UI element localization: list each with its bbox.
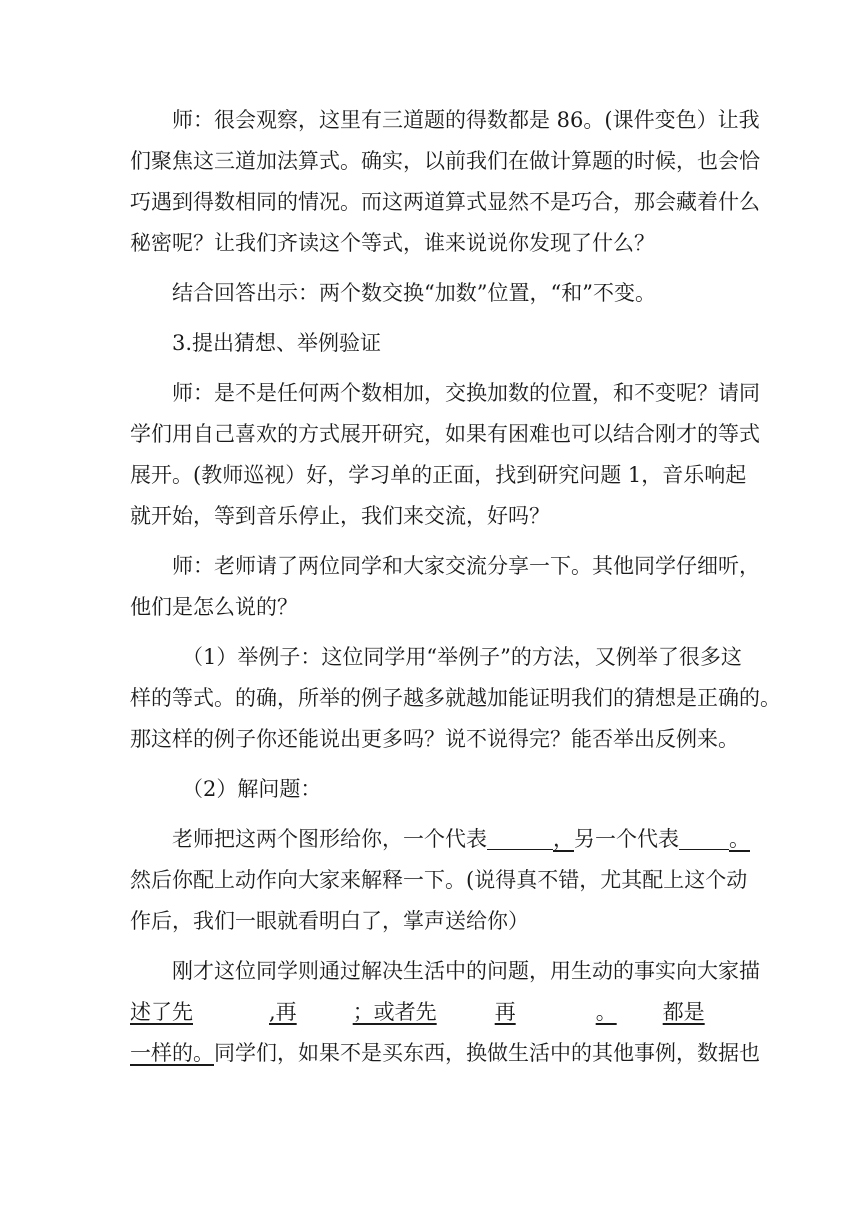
- paragraph-teacher-question: [130, 373, 760, 537]
- text-line: 秘密呢？让我们齐读这个等式，谁来说说你发现了什么？: [130, 231, 655, 255]
- fill-blank: [487, 823, 553, 850]
- text-line-with-blanks: [130, 819, 750, 860]
- text-segment: 再: [494, 1000, 516, 1024]
- text-line: 师：是不是任何两个数相加，交换加数的位置，和不变呢？请同: [172, 381, 760, 405]
- paragraph-solve-heading: [130, 769, 730, 810]
- fill-blank: [679, 823, 729, 850]
- text-line: 们聚焦这三道加法算式。确实，以前我们在做计算题的时候，也会恰: [130, 149, 760, 173]
- text-segment: ；或者先: [352, 1000, 437, 1024]
- text-line: 他们是怎么说的？: [130, 595, 298, 619]
- text-line: 作后，我们一眼就看明白了，掌声送给你）: [130, 909, 529, 933]
- text-segment: 同学们，如果不是买东西，换做生活中的其他事例，数据也: [214, 1041, 760, 1065]
- fill-blank: [437, 992, 495, 1033]
- section-heading: [130, 323, 730, 364]
- text-line: 师：很会观察，这里有三道题的得数都是 86。(课件变色）让我: [172, 108, 760, 132]
- text-line: 师：老师请了两位同学和大家交流分享一下。其他同学仔细听，: [172, 554, 760, 578]
- text-line: 就开始，等到音乐停止，我们来交流，好吗？: [130, 504, 550, 528]
- paragraph-life-problem: [130, 951, 760, 1074]
- fill-blank: [516, 992, 596, 1033]
- text-line: 学们用自己喜欢的方式展开研究，如果有困难也可以结合刚才的等式: [130, 422, 760, 446]
- document-body: [130, 100, 781, 1083]
- text-line: （1）举例子：这位同学用“举例子”的方法，又例举了很多这: [182, 645, 742, 669]
- text-line: 那这样的例子你还能说出更多吗？说不说得完？能否举出反例来。: [130, 727, 739, 751]
- text-segment: 一样的。: [130, 1041, 214, 1065]
- text-segment: ，: [553, 827, 574, 851]
- paragraph-example: [130, 637, 781, 760]
- text-segment: 述了先: [130, 1000, 193, 1024]
- text-segment: 老师把这两个图形给你，一个代表: [172, 827, 487, 851]
- text-segment: 。: [729, 827, 750, 851]
- paragraph-teacher-observe: [130, 100, 760, 264]
- text-segment: 。: [595, 1000, 617, 1024]
- text-line: [130, 1033, 760, 1074]
- text-segment: 另一个代表: [574, 827, 679, 851]
- text-line: （2）解问题：: [182, 777, 322, 801]
- text-segment: 都是: [662, 1000, 705, 1024]
- text-line: 结合回答出示：两个数交换“加数”位置，“和”不变。: [172, 281, 656, 305]
- fill-blank: [193, 992, 269, 1033]
- text-line: 巧遇到得数相同的情况。而这两道算式显然不是巧合，那会藏着什么: [130, 190, 760, 214]
- fill-blank: [617, 992, 663, 1033]
- paragraph-teacher-share: [130, 546, 760, 628]
- fill-blank: [297, 992, 353, 1033]
- text-line: 展开。(教师巡视）好，学习单的正面，找到研究问题 1，音乐响起: [130, 463, 747, 487]
- text-line: 然后你配上动作向大家来解释一下。(说得真不错，尤其配上这个动: [130, 868, 748, 892]
- paragraph-shapes: [130, 819, 750, 942]
- paragraph-summary: [130, 273, 730, 314]
- text-line-with-blanks: [130, 992, 730, 1033]
- text-line: 刚才这位同学则通过解决生活中的问题，用生动的事实向大家描: [172, 959, 760, 983]
- text-line: 样的等式。的确，所举的例子越多就越加能证明我们的猜想是正确的。: [130, 686, 781, 710]
- text-segment: ,再: [269, 1000, 297, 1024]
- text-line: 3.提出猜想、举例验证: [172, 331, 382, 355]
